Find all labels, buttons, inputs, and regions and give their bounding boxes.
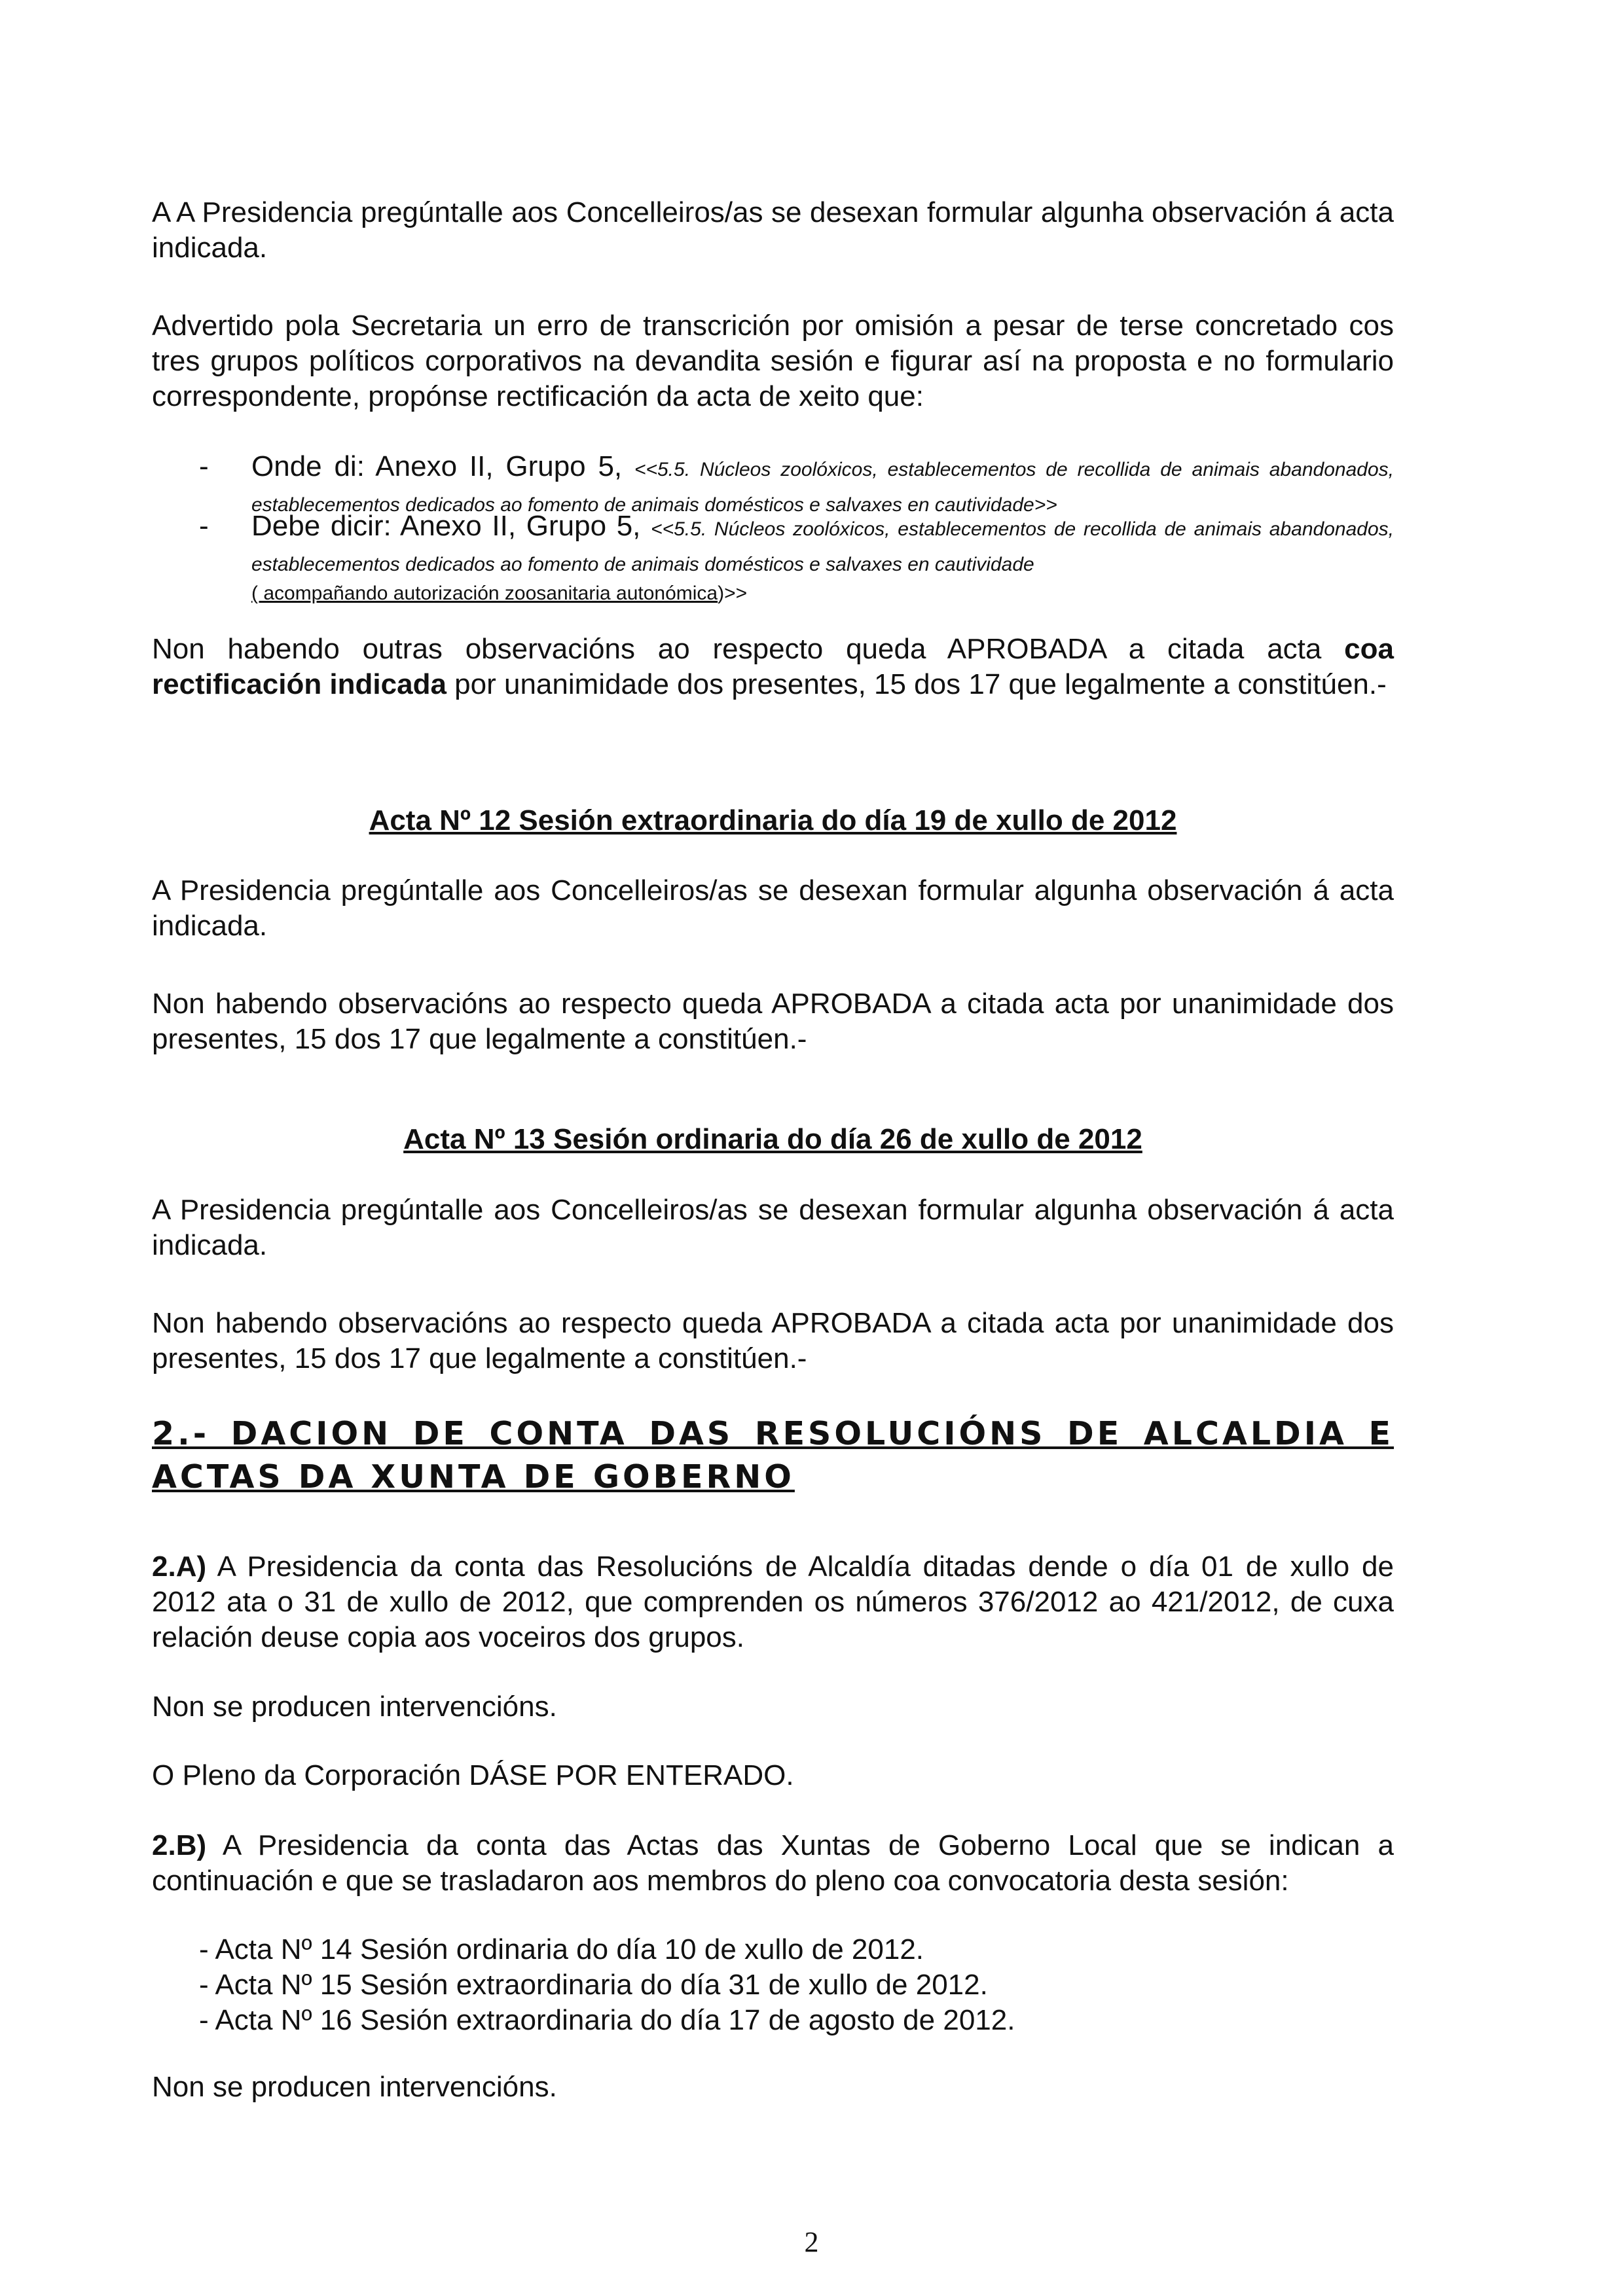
list-item: - Acta Nº 15 Sesión extraordinaria do día 31 de xullo de 2012. <box>199 1969 988 2001</box>
transcription-error-block <box>152 308 1394 414</box>
acta-12-question: A Presidencia pregúntalle aos Concelleiros/as se desexan formular algunha observación á acta indicada. <box>152 874 1394 942</box>
correction-detail: <<5.5. Núcleos zoolóxicos, establecementos de recollida de animais abandonados, establecementos dedicados ao fomento de animais domésticos e salvaxes en cautividade <box>251 518 1394 575</box>
approval-paragraph: Non habendo outras observacións ao respecto queda APROBADA a citada acta coa rectificación indicada por unanimidade dos presentes, 15 dos 17 que legalmente a constitúen.- <box>152 633 1394 700</box>
correction-detail: <<5.5. Núcleos zoolóxicos, establecementos de recollida de animais abandonados, establecementos dedicados ao fomento de animais domésticos e salvaxes en cautividade>> <box>251 459 1394 516</box>
section-2b-label: 2.B) <box>152 1829 207 1861</box>
list-dash: - <box>199 510 209 542</box>
acta-13-heading: Acta Nº 13 Sesión ordinaria do día 26 de xullo de 2012 <box>403 1123 1142 1155</box>
acta-13-approval: Non habendo observacións ao respecto queda APROBADA a citada acta por unanimidade dos presentes, 15 dos 17 que legalmente a constitúen.- <box>152 1307 1394 1374</box>
correction-lead: Onde di: Anexo II, Grupo 5, <box>251 450 634 482</box>
corrections-list-2 <box>152 509 1394 607</box>
intro-block <box>152 195 1394 266</box>
acta-13-question: A Presidencia pregúntalle aos Concelleiros/as se desexan formular algunha observación á acta indicada. <box>152 1194 1394 1261</box>
list-item: - Acta Nº 16 Sesión extraordinaria do día 17 de agosto de 2012. <box>199 2004 1015 2036</box>
acta-12-heading: Acta Nº 12 Sesión extraordinaria do día 19 de xullo de 2012 <box>369 804 1177 836</box>
intro-paragraph-2: Advertido pola Secretaria un erro de transcrición por omisión a pesar de terse concretado cos tres grupos políticos corporativos na devandita sesión e figurar así na proposta e no formulario correspondente, propónse rectificación da acta de xeito que: <box>152 310 1394 412</box>
correction-close: )>> <box>718 583 748 604</box>
correction-item-debe-dicir <box>152 509 1394 607</box>
acta-13-section <box>152 1122 1394 1157</box>
no-interventions-text: Non se producen intervencións. <box>152 1691 557 1723</box>
approval-block <box>152 632 1394 702</box>
enterado-text: O Pleno da Corporación DÁSE POR ENTERADO. <box>152 1759 794 1791</box>
section-2a-label: 2.A) <box>152 1551 207 1583</box>
no-interventions-text-2: Non se producen intervencións. <box>152 2071 557 2103</box>
actas-list <box>152 1932 1394 2038</box>
correction-underlined-note: ( acompañando autorización zoosanitaria autonómica <box>251 583 718 604</box>
acta-12-section <box>152 803 1394 838</box>
intro-paragraph-1: A A Presidencia pregúntalle aos Concelleiros/as se desexan formular algunha observación á acta indicada. <box>152 196 1394 264</box>
correction-lead: Debe dicir: Anexo II, Grupo 5, <box>251 510 651 542</box>
approval-bold: coa rectificación indicada <box>152 633 1394 700</box>
section-2-heading: 2.- DACION DE CONTA DAS RESOLUCIÓNS DE ALCALDIA E ACTAS DA XUNTA DE GOBERNO <box>152 1415 1394 1496</box>
list-dash: - <box>199 450 209 482</box>
list-item: - Acta Nº 14 Sesión ordinaria do día 10 de xullo de 2012. <box>199 1933 924 1965</box>
section-2a-paragraph: 2.A) A Presidencia da conta das Resolucións de Alcaldía ditadas dende o día 01 de xullo de 2012 ata o 31 de xullo de 2012, que comprenden os números 376/2012 ao 421/2012, de cuxa relación deuse copia aos voceiros dos grupos. <box>152 1551 1394 1653</box>
acta-12-approval: Non habendo observacións ao respecto queda APROBADA a citada acta por unanimidade dos presentes, 15 dos 17 que legalmente a constitúen.- <box>152 988 1394 1055</box>
section-2-block <box>152 1412 1394 1499</box>
section-2b-paragraph: 2.B) A Presidencia da conta das Actas das Xuntas de Goberno Local que se indican a continuación e que se trasladaron aos membros do pleno coa convocatoria desta sesión: <box>152 1829 1394 1897</box>
page-number: 2 <box>804 2226 819 2258</box>
